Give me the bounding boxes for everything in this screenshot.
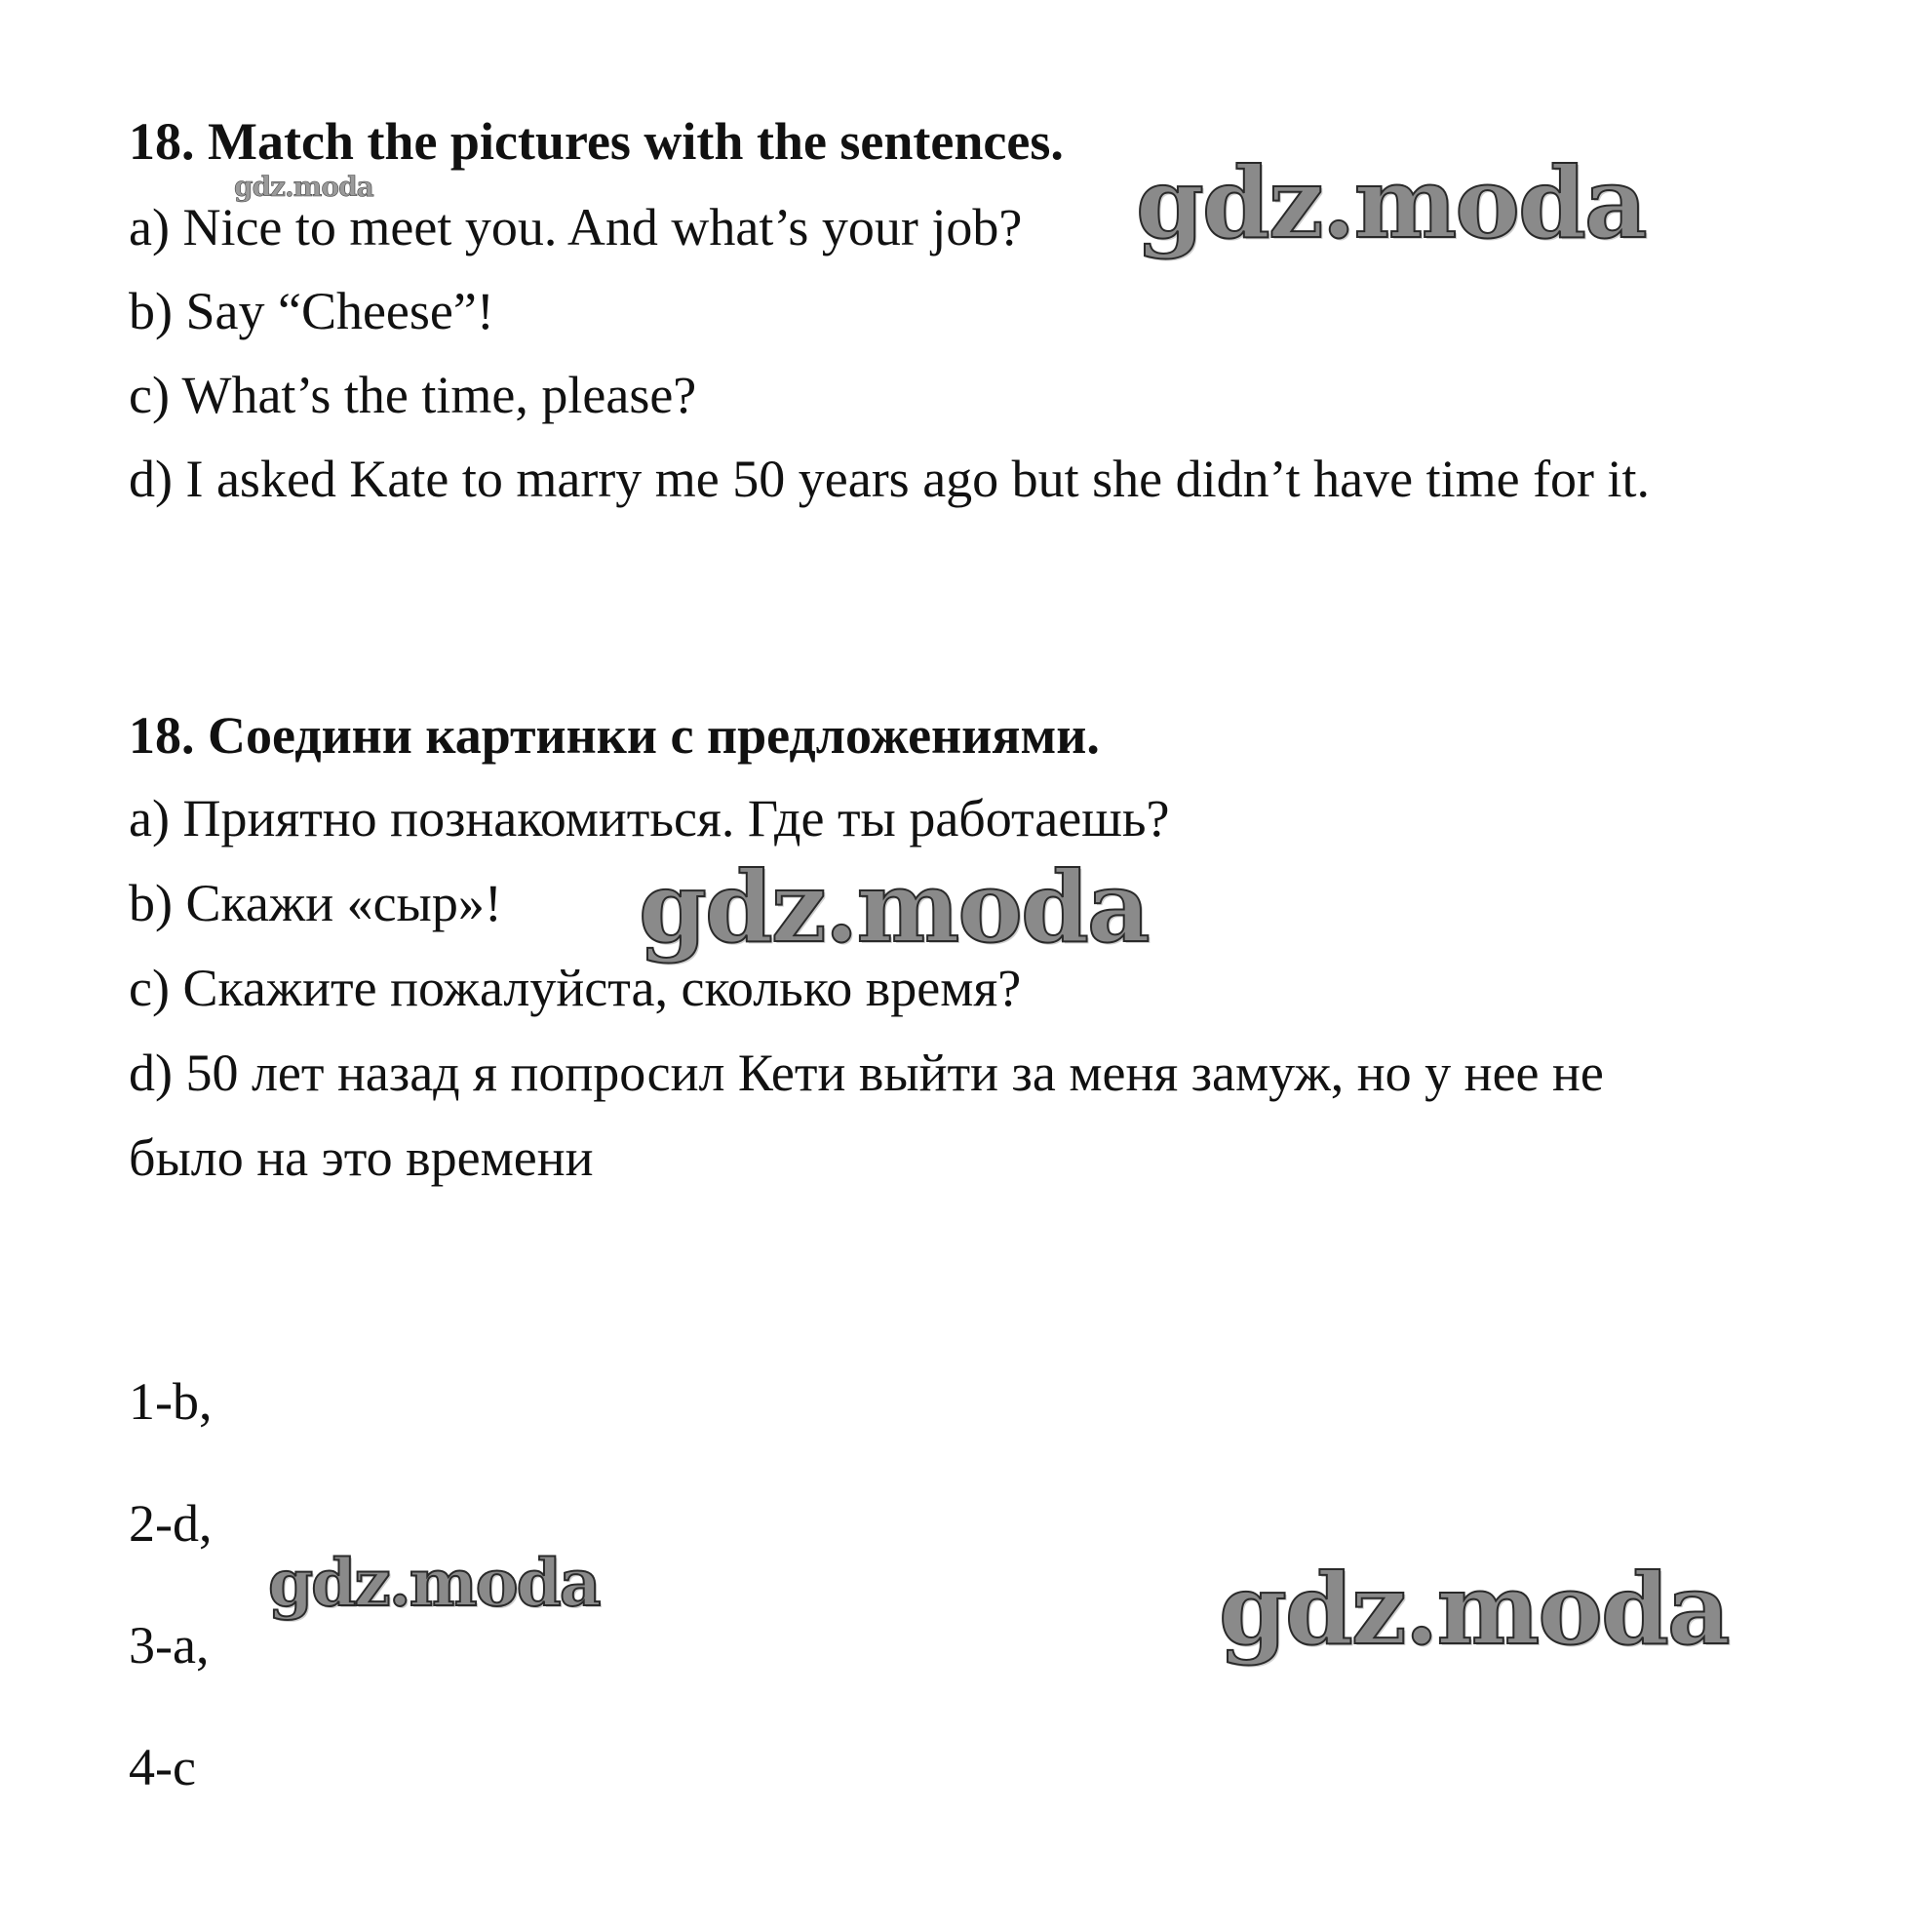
watermark-top-right: gdz.moda	[1136, 145, 1646, 260]
english-item-a: a) Nice to meet you. And what’s your job?	[129, 198, 1023, 256]
answer-3: 3-a,	[129, 1616, 210, 1675]
watermark-bottom-right: gdz.moda	[1219, 1552, 1729, 1667]
russian-item-c: c) Скажите пожалуйста, сколько время?	[129, 959, 1022, 1017]
english-item-c: c) What’s the time, please?	[129, 366, 697, 424]
russian-item-a: a) Приятно познакомиться. Где ты работаешь?	[129, 789, 1170, 848]
english-item-b: b) Say “Cheese”!	[129, 282, 494, 340]
answer-2: 2-d,	[129, 1494, 213, 1553]
english-item-d: d) I asked Kate to marry me 50 years ago but she didn’t have time for it.	[129, 450, 1651, 508]
watermark-middle: gdz.moda	[639, 849, 1149, 965]
answer-1: 1-b,	[129, 1372, 213, 1431]
answer-4: 4-c	[129, 1738, 196, 1796]
russian-heading: 18. Соедини картинки с предложениями.	[129, 706, 1100, 765]
watermark-small-top: gdz.moda	[234, 171, 373, 203]
watermark-bottom-left: gdz.moda	[268, 1545, 600, 1621]
russian-item-b: b) Скажи «сыр»!	[129, 874, 502, 932]
russian-item-d: d) 50 лет назад я попросил Кети выйти за меня замуж, но у нее не	[129, 1044, 1604, 1102]
english-heading: 18. Match the pictures with the sentences.	[129, 112, 1064, 171]
russian-item-d-continued: было на это времени	[129, 1128, 594, 1187]
